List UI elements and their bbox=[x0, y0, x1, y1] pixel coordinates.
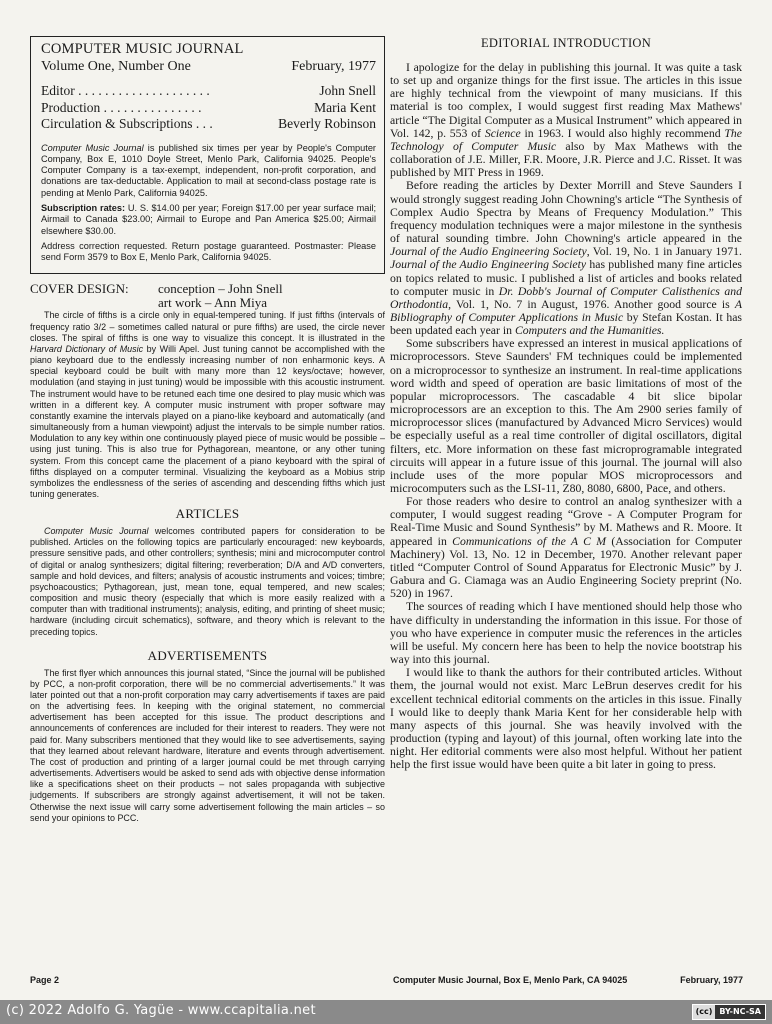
editorial-paragraph-1: I apologize for the delay in publishing this journal. It was quite a task to set up and organize things for the first issue. The articles in this issue are highly technical from the viewpoint of many musicians. If this material is too complex, I would suggest first reading Max Mathews' article “The Digital Computer as a Musical Instrument” which appeared in Vol. 142, p. 553 of Science in 1963. I would also highly recommend The Technology of Computer Music also by Max Mathews with the collaboration of J.E. Miller, F.R. Moore, J.R. Pierce and J.C. Risset. It was published by MIT Press in 1969. bbox=[390, 61, 742, 180]
advertisements-heading: ADVERTISEMENTS bbox=[147, 647, 268, 663]
staff-role: Editor . . . . . . . . . . . . . . . . . . . . bbox=[41, 83, 210, 98]
license-badge bbox=[692, 1004, 766, 1020]
cover-design-text: The circle of fifths is a circle only in equal-tempered tuning. If just fifths (intervals of frequency ratio 3/2 – sometimes called natural or pure fifths) are used, the circle never closes. The spiral of fifths is one way to visualize this concept. It is illustrated in the Harvard Dictionary of Music by Willi Apel. Just tuning cannot be accomplished with the piano keyboard due to the endlessly increasing number of non enharmonic keys. A special keyboard could be built with many more than 12 keys/octave; however, modulation (and staying in just tuning) would be impossible with this acoustic instrument. The instrument would have to be retuned each time one desired to play music which was written in a different key. A computer music instrument with proper software may constantly examine the intervals played on a piano-like keyboard and automatically (and simultaneously from a human viewpoint) adjust the intervals to be simple number ratios. Modulation to any key within one continuously played piece of music would be possible – using just tuning. This is also true for Pythagorean, meantone, or any other tuning system. From this concept came the placement of a piano keyboard with the spiral of fifths displayed on a computer terminal. Visualizing the keyboard as a Mobius strip symbolizes the endlessness of the series of ascending and descending fifths which just tuning generates. bbox=[30, 310, 385, 499]
credit-bar bbox=[0, 1000, 772, 1024]
staff-row-editor bbox=[41, 83, 376, 100]
staff-name: Maria Kent bbox=[314, 99, 376, 115]
articles-text: Computer Music Journal welcomes contributed papers for consideration to be published. Articles on the following topics are particularly encouraged: new keyboards, pressure sensitive pads, and other controllers; synthesis; mini and microcomputer control of digital or analog synthesizers; digital filtering; reverberation; D/A and A/D converters, sample and hold devices, and filters; analysis of acoustic instruments and voices; timbre; psychoacoustics; Pythagorean, just, mean tone, equal tempered, and new scales; composition and music theory (especially that which is more easily realized with a computer than with traditional instruments); analysis, editing, and printing of sheet music; hardware (including circuit schematics), software, and theory which is relevant to the preceding topics. bbox=[30, 526, 386, 637]
cc-icon: (cc) bbox=[693, 1005, 716, 1019]
editorial-heading: EDITORIAL INTRODUCTION bbox=[480, 36, 652, 50]
staff-name: John Snell bbox=[319, 83, 376, 98]
editorial-paragraph-4: For those readers who desire to control an analog synthesizer with a computer, I would suggest reading “Grove - A Computer Program for Real-Time Music and Sound Synthesis” by M. Mathews and R. Moore. It appeared in Communications of the A C M (Association for Computer Machinery) Vol. 13, No. 12 in December, 1970. Another relevant paper titled “Computer Control of Sound Apparatus for Electronic Music” by J. Gabura and G. Ciamaga was an Audio Engineering Society preprint (No. 520) in 1967. bbox=[390, 495, 742, 601]
publication-info: Computer Music Journal is published six times per year by People's Computer Company, Box E, 1010 Doyle Street, Menlo Park, California 94025. People's Computer Company is a tax-exempt, independent, non-profit corporation, and donations are tax-deductable. Application to mail at second-class postage rate is pending at Menlo Park, California 94025. bbox=[41, 142, 376, 198]
masthead-box bbox=[30, 36, 385, 274]
footer-address: Computer Music Journal, Box E, Menlo Park, CA 94025 bbox=[393, 975, 628, 985]
staff-row-production bbox=[41, 100, 376, 117]
address-correction: Address correction requested. Return postage guaranteed. Postmaster: Please send Form 3579 to Box E, Menlo Park, California 94025. bbox=[41, 240, 376, 263]
issue-date: February, 1977 bbox=[291, 59, 376, 74]
issue-line bbox=[41, 58, 376, 75]
editorial-paragraph-5: The sources of reading which I have mentioned should help those who have difficulty in understanding the information in this issue. For those of you who have experience in computer music the references in the articles will be useful. My concern here has been to help the novice bootstrap his way into this journal. bbox=[390, 600, 742, 667]
staff-name: Beverly Robinson bbox=[278, 116, 376, 131]
footer-date: February, 1977 bbox=[680, 975, 743, 985]
staff-role: Circulation & Subscriptions . . . bbox=[41, 116, 213, 131]
page-number: Page 2 bbox=[30, 975, 60, 985]
editorial-paragraph-3: Some subscribers have expressed an interest in musical applications of microprocessors. Steve Saunders' FM techniques could be implemented on a microprocessor to synthesize an instrument. In real-time applications word width and speed of operation are basic limitations of most of the popular microprocessors. The cascadable 4 bit slice bipolar microprocessors are an exception to this. The Am 2900 series family of microprocessor slices (manufactured by Advanced Micro Services) would be especially useful as a real time controller of digital oscillators, digital filters, etc. More information on these fast microprogramable integrated circuits will appear in a future issue of this journal. The journal will also include uses of the more popular MOS microprocessors and microcomputers such as the LSI-11, Z80, 8080, 6800, Pace, and others. bbox=[390, 337, 742, 495]
staff-list bbox=[41, 83, 376, 133]
cover-design-credits bbox=[30, 282, 385, 310]
volume-number: Volume One, Number One bbox=[41, 59, 191, 74]
right-column bbox=[390, 36, 742, 771]
editorial-paragraph-2: Before reading the articles by Dexter Morrill and Steve Saunders I would strongly suggest reading John Chowning's article “The Synthesis of Complex Audio Spectra by Means of Frequency Modulation.” This frequency modulation techniques were a major milestone in the synthesis of natural sounding timbre. John Chowning's article appeared in the Journal of the Audio Engineering Society, Vol. 19, No. 1 in January 1971. Journal of the Audio Engineering Society has published many fine articles on topics related to music. I published a list of articles and books related to computer music in Dr. Dobb's Journal of Computer Calisthenics and Orthodontia, Vol. 1, No. 7 in August, 1976. Another good source is A Bibliography of Computer Applications in Music by Stefan Kostan. It has been updated each year in Computers and the Humanities. bbox=[390, 179, 743, 338]
editorial-paragraph-6: I would like to thank the authors for their contributed articles. Without them, the journal would not exist. Marc LeBrun deserves credit for his excellent technical editorial comments on the articles in this issue. Finally I would like to deeply thank Maria Kent for her considerable help with many aspects of this journal. She was heavily involved with the production (typing and layout) of this journal, often working late into the night. Her editorial comments were also most helpful. Without her patient help the first issue would have been quite a bit later in going to press. bbox=[390, 666, 742, 772]
advertisements-text: The first flyer which announces this journal stated, “Since the journal will be published by PCC, a non-profit corporation, there will be no commercial advertisements.” It was later pointed out that a non-profit corporation may carry advertisements if taxes are paid on the advertising fees. In keeping with the original statement, no commercial advertisement has been accepted for this issue. The product descriptions and announcements of conferences are included for their interest to readers. They were not paid for. Many subscribers mentioned that they would like to see advertisements, saying that they learned about relevant hardware, literature and events through advertisement. The cost of production and printing of a larger journal could be met through carrying advertisements. Advertisers would be asked to send ads with objective dense information like a specifications sheet on their products – not sales propaganda with subjective judgements. If subscribers are strongly against advertisement, it will not be taken. Otherwise the next issue will carry some advertisement following the main articles – so send your opinions to PCC. bbox=[30, 667, 385, 823]
journal-name-italic: Computer Music Journal bbox=[41, 142, 144, 153]
staff-role: Production . . . . . . . . . . . . . . . bbox=[41, 99, 202, 115]
cover-design-label: COVER DESIGN: bbox=[30, 281, 129, 297]
staff-row-circulation bbox=[41, 116, 376, 133]
journal-title: COMPUTER MUSIC JOURNAL bbox=[41, 41, 244, 57]
articles-heading: ARTICLES bbox=[175, 506, 240, 522]
footer-address-line bbox=[393, 975, 743, 985]
subscription-rates: Subscription rates: U. S. $14.00 per year; Foreign $17.00 per year surface mail; Airmail to Canada $23.00; Airmail to Europe and Pan America $25.00; Airmail elsewhere $30.00. bbox=[41, 202, 376, 236]
left-column bbox=[30, 36, 385, 824]
publication-notice bbox=[41, 143, 376, 264]
credit-text: (c) 2022 Adolfo G. Yagüe - www.ccapitalia.net bbox=[6, 1003, 316, 1018]
cover-art-work: art work – Ann Miya bbox=[158, 295, 268, 311]
cover-conception: conception – John Snell bbox=[158, 281, 283, 297]
license-label: BY-NC-SA bbox=[719, 1007, 761, 1016]
